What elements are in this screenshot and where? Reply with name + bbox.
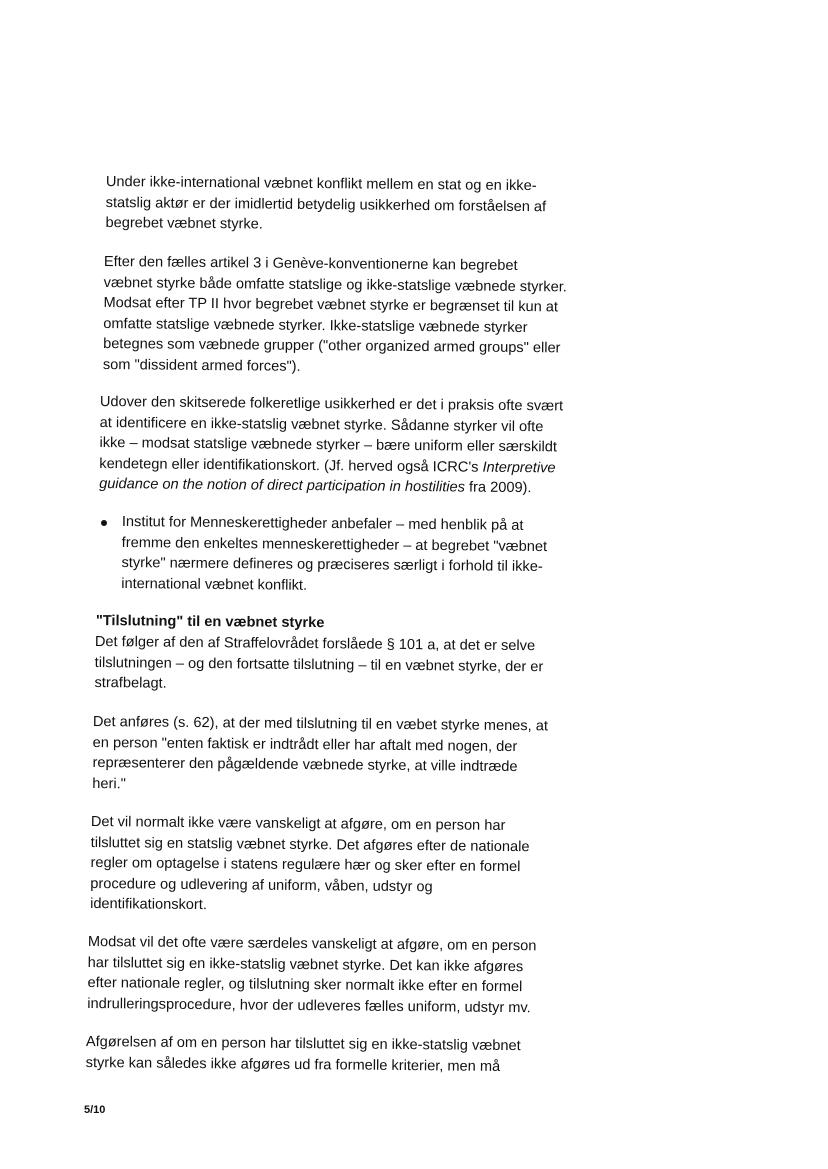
paragraph-non-state-forces [87, 932, 536, 1018]
text-line [99, 474, 562, 499]
text-line: Modsat vil det ofte være særdeles vanskeligt at afgøre, om en person [87, 933, 537, 955]
text-line: Det vil normalt ikke være vanskeligt at afgøre, om en person har [90, 813, 506, 834]
paragraph-straffelov [94, 632, 543, 698]
text-line: en person "enten faktisk er indtrådt eller har aftalt med nogen, der [92, 734, 518, 755]
text-line: tilslutningen – og den fortsatte tilslutning – til en væbnet styrke, der er [94, 654, 544, 675]
paragraph-geneva [103, 252, 567, 379]
text-line: ikke – modsat statslige væbnede styrker – bære uniform eller særskildt [99, 434, 558, 456]
text-line: Det følger af den af Straffelovrådet forslåede § 101 a, at det er selve [94, 633, 536, 655]
text-line: væbnet styrke både omfatte statslige og ikke-statslige væbnede styrker. [103, 274, 567, 295]
text-line: indrulleringsprocedure, hvor der udleveres fælles uniform, udstyr mv. [87, 995, 531, 1016]
bullet-icon [101, 520, 107, 526]
text-line: fremme den enkeltes menneskerettigheder – at begrebet "væbnet [121, 534, 548, 555]
text-line: Efter den fælles artikel 3 i Genève-konventionerne kan begrebet [103, 253, 518, 274]
page-number: 5/10 [84, 1104, 106, 1116]
text-line: Under ikke-international væbnet konflikt mellem en stat og en ikke- [105, 173, 537, 195]
text-line: international væbnet konflikt. [121, 575, 308, 594]
text-line: styrke kan således ikke afgøres ud fra formelle kriterier, men må [85, 1054, 501, 1075]
paragraph-intro [105, 172, 546, 238]
text-line: Udover den skitserede folkeretlige usikkerhed er det i praksis ofte svært [99, 393, 564, 415]
italic-title: Interpretive [482, 459, 556, 476]
text-line: Modsat efter TP II hvor begrebet væbnet styrke er begrænset til kun at [103, 294, 559, 316]
text-line: repræsenterer den pågældende væbnede styrke, at ville indtræde [92, 754, 518, 776]
text-line: Institut for Menneskerettigheder anbefaler – med henblik på at [121, 513, 524, 534]
text-line: som "dissident armed forces"). [102, 356, 301, 375]
paragraph-state-forces [90, 812, 530, 919]
text-segment: fra 2009). [464, 479, 532, 497]
text-line: strafbelagt. [94, 674, 167, 692]
text-line: heri." [92, 775, 126, 792]
text-segment: kendetegn eller identifikationskort. (Jf. herved også ICRC's [99, 455, 479, 476]
text-line: tilsluttet sig en statslig væbnet styrke. Det afgøres efter de nationale [90, 834, 530, 855]
text-line: har tilsluttet sig en ikke-statslig væbnet styrke. Det kan ikke afgøres [87, 954, 524, 975]
italic-title: guidance on the notion of direct participation in hostilities [99, 475, 466, 496]
section-heading: "Tilslutning" til en væbnet styrke [95, 612, 325, 632]
text-line: at identificere en ikke-statslig væbnet styrke. Sådanne styrker vil ofte [99, 414, 544, 435]
text-line: betegnes som væbnede grupper ("other organized armed groups" eller [103, 335, 561, 357]
text-line: regler om optagelse i statens regulære hær og sker efter en formel [90, 854, 521, 876]
text-line: procedure og udlevering af uniform, våben, udstyr og [90, 875, 433, 895]
recommendation-bullet [121, 512, 547, 598]
text-line: Afgørelsen af om en person har tilsluttet sig en ikke-statslig væbnet [85, 1033, 521, 1055]
text-line: styrke" nærmere defineres og præciseres særligt i forhold til ikke- [121, 554, 543, 576]
text-line: identifikationskort. [90, 895, 208, 914]
text-line: statslig aktør er der imidlertid betydelig usikkerhed om forståelsen af [105, 194, 547, 215]
text-line: begrebet væbnet styrke. [105, 214, 263, 233]
paragraph-definition [92, 712, 548, 798]
text-line: omfatte statslige væbnede styrker. Ikke-statslige væbnede styrker [103, 315, 528, 336]
text-line: Det anføres (s. 62), at der med tilslutning til en væbet styrke menes, at [92, 713, 548, 735]
paragraph-decision [86, 1032, 521, 1077]
text-line: efter nationale regler, og tilslutning sker normalt ikke efter en formel [87, 974, 523, 996]
paragraph-uncertainty [99, 392, 563, 499]
